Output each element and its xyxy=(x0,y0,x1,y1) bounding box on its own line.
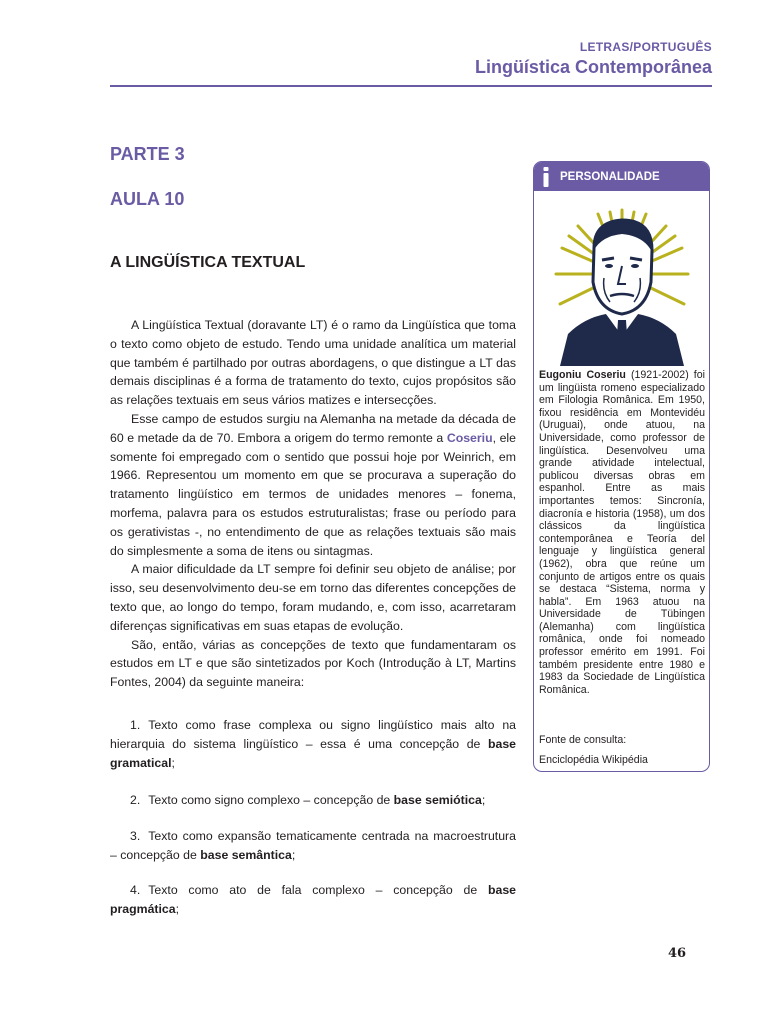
paragraph-2-end: , ele somente foi empregado com o sentido que possui hoje por Weinrich, em 1966. Representou um momento em que se procurava a superação do tratamento lingüístico em termos de unidades menores – fonema, morfema, palavra para os estudos estruturalistas; frase ou período para os gerativistas -, no entendimento de que as relações textuais são mais do simplesmente a soma de itens ou sintagmas. xyxy=(110,430,516,558)
page-number: 46 xyxy=(668,946,687,961)
body-text xyxy=(110,316,516,692)
header-kicker: LETRAS/PORTUGUÊS xyxy=(579,40,712,54)
list-text: Texto como frase complexa ou signo lingüístico mais alto na hierarquia do sistema lingüístico – essa é uma concepção de xyxy=(110,718,516,751)
list-text: Texto como signo complexo – concepção de xyxy=(148,793,394,807)
list-number: 4. xyxy=(130,883,141,897)
biography-body: (1921-2002) foi um lingüista romeno especializado em Filologia Românica. Em 1950, fixou residência em Montevidéu (Uruguai), onde atuou, na Universidade, como professor de lingüística. Desenvolveu uma grande atividade intelectual, publicou diversas obras em espanhol. Entre as mais importantes temos: Sincronía, diacronía e historia (1958), um dos clássicos da lingüística contemporânea e Teoría del lenguaje y lingüística general (1962), obra que reúne um conjunto de artigos entre os quais se destaca “Sistema, norma y habla”. Em 1963 atuou na Universidade de Tübingen (Alemanha) com lingüística românica, onde foi nomeado professor emérito em 1991. Foi também presidente entre 1980 e 1983 da Sociedade de Lingüística Românica. xyxy=(539,369,706,696)
paragraph-2 xyxy=(110,410,516,560)
list-item-4 xyxy=(110,881,516,919)
list-end: ; xyxy=(291,847,296,862)
list-end: ; xyxy=(171,755,175,770)
sidebar-label: PERSONALIDADE xyxy=(560,170,660,183)
list-number: 3. xyxy=(130,829,141,843)
paragraph-1: A Lingüística Textual (doravante LT) é o ramo da Lingüística que toma o texto como objeto de estudo. Tendo uma unidade analítica um material que também é partilhado por outras abordagens, o que distingue a LT das demais disciplinas é a forma de tratamento do texto, cujos propósitos são as relações textuais em seus vários matizes e intersecções. xyxy=(110,318,516,408)
lesson-label: AULA 10 xyxy=(110,189,185,209)
sidebar-header xyxy=(534,162,709,191)
personality-sidebar xyxy=(533,161,710,772)
page-header xyxy=(475,40,712,78)
list-bold-term: base semiótica xyxy=(393,793,482,807)
coseriu-portrait-image xyxy=(554,208,690,366)
portrait xyxy=(554,208,690,371)
list-bold-term: base semântica xyxy=(200,847,292,862)
header-title: Lingüística Contemporânea xyxy=(474,57,712,77)
part-label: PARTE 3 xyxy=(110,144,185,164)
biography-text xyxy=(539,369,705,696)
list-number: 2. xyxy=(130,793,141,807)
chapter-title: A LINGÜÍSTICA TEXTUAL xyxy=(110,254,306,271)
list-item-3 xyxy=(110,827,516,865)
coseriu-link[interactable]: Coseriu xyxy=(446,430,493,445)
paragraph-2-start: Esse campo de estudos surgiu na Alemanha na metade da década de 60 e metade da de 70. Embora a origem do termo remonte a xyxy=(110,411,516,445)
list-end: ; xyxy=(481,793,486,807)
header-divider xyxy=(110,85,712,87)
list-end: ; xyxy=(175,901,180,916)
list-item-1 xyxy=(110,716,516,772)
list-text: Texto como expansão tematicamente centrada na macroestrutura – concepção de xyxy=(110,829,516,862)
list-item-2 xyxy=(110,791,516,810)
source-label: Fonte de consulta: xyxy=(539,734,627,746)
paragraph-3: A maior dificuldade da LT sempre foi definir seu objeto de análise; por isso, seu desenvolvimento deu-se em torno das diferentes concepções de texto que, ao longo do tempo, foram mudando, e, com isso, acarretaram diferenças significativas em suas etapas de evolução. xyxy=(110,562,516,633)
list-text: Texto como ato de fala complexo – concepção de xyxy=(148,883,488,897)
source-value: Enciclopédia Wikipédia xyxy=(539,754,648,766)
biography-name: Eugoniu Coseriu xyxy=(539,369,626,381)
info-icon xyxy=(534,167,558,187)
list-bold-term: base pragmática xyxy=(110,883,516,916)
paragraph-4: São, então, várias as concepções de texto que fundamentaram os estudos em LT e que são sintetizados por Koch (Introdução à LT, Martins Fontes, 2004) da seguinte maneira: xyxy=(110,637,516,690)
list-number: 1. xyxy=(130,718,141,732)
source-block xyxy=(539,730,648,770)
list-bold-term: base gramatical xyxy=(110,736,516,770)
